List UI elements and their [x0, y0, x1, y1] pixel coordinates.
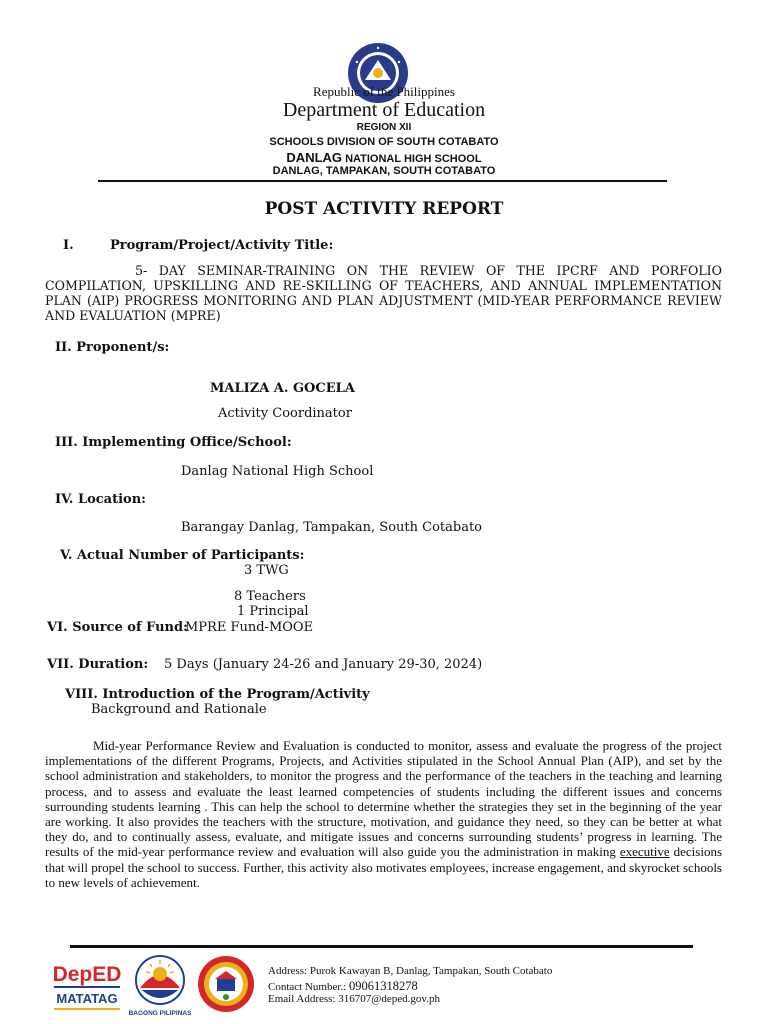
section-1-text-content: 5- DAY SEMINAR-TRAINING ON THE REVIEW OF THE IPCRF AND PORFOLIO COMPILATION, UPSKILLING AND RE-SKILLING OF TEACHERS, AND ANNUAL IMPLEMENTATION PLAN (AIP) PROGRESS MONITORING AND PLAN ADJUSTMENT (MID-YEAR PERFORMANCE REVIEW AND EVALUATION (MPRE)	[45, 263, 722, 323]
report-title: POST ACTIVITY REPORT	[264, 199, 504, 219]
header-school-first: DANLAG	[286, 150, 343, 165]
bagong-pilipinas-logo-icon	[128, 952, 192, 1018]
rationale-underlined-word: executive	[619, 844, 670, 860]
header-divider	[98, 180, 667, 182]
rationale-text-b: decisions that will propel the school to success. Further, this activity also motivates employees, increase engagement, and skyrocket schools to new levels of achievement.	[45, 844, 723, 890]
participants-teachers: 8 Teachers	[234, 589, 306, 604]
header-region: REGION XII	[356, 122, 412, 133]
header-department: Department of Education	[282, 99, 486, 121]
svg-text:DepED: DepED	[52, 963, 122, 986]
footer-address: Address: Purok Kawayan B, Danlag, Tampakan, South Cotabato	[268, 965, 553, 977]
header-republic: Republic of the Philippines	[313, 84, 455, 99]
section-7-label: VII. Duration:	[47, 657, 149, 672]
footer-contact	[268, 979, 418, 994]
participants-twg: 3 TWG	[244, 563, 289, 578]
rationale-paragraph	[45, 738, 722, 890]
duration-value: 5 Days (January 24-26 and January 29-30, 2024)	[164, 657, 483, 672]
location-value: Barangay Danlag, Tampakan, South Cotabato	[181, 520, 483, 535]
header-school-rest: NATIONAL HIGH SCHOOL	[342, 153, 482, 165]
footer-contact-number: 09061318278	[348, 979, 418, 993]
header-division: SCHOOLS DIVISION OF SOUTH COTABATO	[269, 136, 499, 148]
section-8-subheading: Background and Rationale	[91, 702, 267, 717]
section-4-label: IV. Location:	[55, 492, 146, 507]
section-8-label: VIII. Introduction of the Program/Activity	[65, 687, 370, 702]
section-1-number: I.	[63, 238, 74, 253]
footer-divider	[70, 945, 693, 948]
section-1-text	[45, 263, 722, 323]
section-2-label: II. Proponent/s:	[55, 340, 170, 355]
section-1-label: Program/Project/Activity Title:	[110, 238, 334, 253]
proponent-role: Activity Coordinator	[218, 406, 352, 421]
footer-email: Email Address: 316707@deped.gov.ph	[268, 993, 440, 1005]
proponent-name: MALIZA A. GOCELA	[210, 381, 355, 396]
implementing-office: Danlag National High School	[181, 464, 374, 479]
deped-matatag-logo-icon	[48, 956, 126, 1016]
header-school	[0, 150, 768, 165]
fund-source: MPRE Fund-MOOE	[185, 620, 314, 635]
svg-text:BAGONG PILIPINAS: BAGONG PILIPINAS	[128, 1010, 192, 1017]
header-address: DANLAG, TAMPAKAN, SOUTH COTABATO	[272, 165, 496, 177]
section-5-label: V. Actual Number of Participants:	[60, 548, 305, 563]
svg-text:MATATAG: MATATAG	[56, 991, 118, 1006]
school-seal-icon	[197, 955, 255, 1013]
rationale-text-a: Mid-year Performance Review and Evaluation is conducted to monitor, assess and evaluate the progress of the project implementations of the different Programs, Projects, and Activities stipulated in the School Annual Plan (AIP), and set by the school administration and stakeholders, to monitor the progress and the performance of the teachers in the teaching and learning process, and to assess and evaluate the least learned competencies of students including the different issues and concerns surrounding students learning . This can help the school to determine whether the strategies they set in the beginning of the year are working. It also provides the teachers with the structure, motivation, and guidance they need, so they can be better at what they do, and to continually assess, evaluate, and mitigate issues and concerns surrounding students’ progress in learning. The results of the mid-year performance review and evaluation will also guide you the administration in making	[45, 738, 722, 860]
participants-principal: 1 Principal	[237, 604, 309, 619]
section-6-label: VI. Source of Fund:	[47, 620, 188, 635]
footer-contact-label: Contact Number.:	[268, 981, 349, 993]
section-3-label: III. Implementing Office/School:	[55, 435, 292, 450]
